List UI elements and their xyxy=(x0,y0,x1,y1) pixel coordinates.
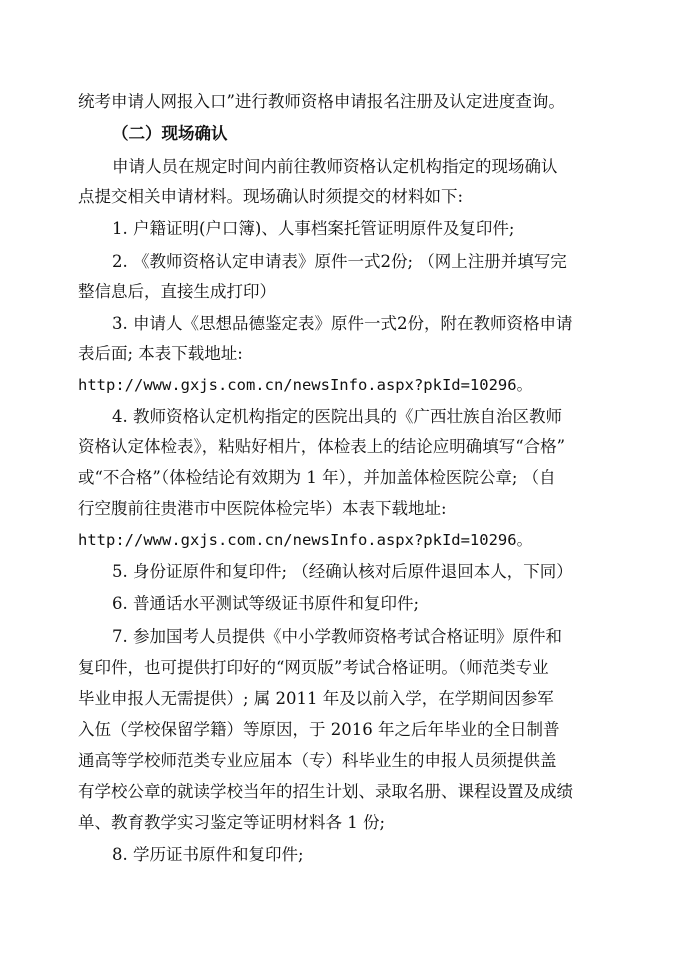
list-item-7-cont-2: 毕业申报人无需提供）; 属 2011 年及以前入学，在学期间因参军 xyxy=(78,689,554,708)
download-url-2: http://www.gxjs.com.cn/newsInfo.aspx?pkId=10296。 xyxy=(78,531,533,549)
section-heading: （二）现场确认 xyxy=(112,124,228,143)
text-line-1: 统考申请人网报入口”进行教师资格申请报名注册及认定进度查询。 xyxy=(78,92,565,111)
list-item-5: 5. 身份证原件和复印件; （经确认核对后原件退回本人，下同） xyxy=(112,562,573,581)
list-item-6: 6. 普通话水平测试等级证书原件和复印件; xyxy=(112,594,420,613)
list-item-2: 2. 《教师资格认定申请表》原件一式2份; （网上注册并填写完 xyxy=(112,252,567,271)
text-line-4: 点提交相关申请材料。现场确认时须提交的材料如下: xyxy=(78,187,464,206)
list-item-2-cont: 整信息后，直接生成打印） xyxy=(78,282,276,301)
list-item-4-cont-2: 或“不合格”（体检结论有效期为 1 年），并加盖体检医院公章; （自 xyxy=(78,468,556,487)
list-item-1: 1. 户籍证明(户口簿)、人事档案托管证明原件及复印件; xyxy=(112,219,515,238)
list-item-7-cont-1: 复印件，也可提供打印好的“网页版”考试合格证明。（师范类专业 xyxy=(78,658,549,677)
list-item-7-cont-4: 通高等学校师范类专业应届本（专）科毕业生的申报人员须提供盖 xyxy=(78,751,557,770)
list-item-4-cont-3: 行空腹前往贵港市中医院体检完毕）本表下载地址: xyxy=(78,499,447,518)
list-item-4-cont-1: 资格认定体检表》，粘贴好相片，体检表上的结论应明确填写“合格” xyxy=(78,437,566,456)
text-line-3: 申请人员在规定时间内前往教师资格认定机构指定的现场确认 xyxy=(112,157,558,176)
list-item-8: 8. 学历证书原件和复印件; xyxy=(112,845,304,864)
list-item-7-cont-5: 有学校公章的就读学校当年的招生计划、录取名册、课程设置及成绩 xyxy=(78,782,573,801)
list-item-3: 3. 申请人《思想品德鉴定表》原件一式2份，附在教师资格申请 xyxy=(112,314,573,333)
list-item-7-cont-6: 单、教育教学实习鉴定等证明材料各 1 份; xyxy=(78,813,386,832)
download-url-1: http://www.gxjs.com.cn/newsInfo.aspx?pkId=10296。 xyxy=(78,376,533,394)
list-item-7-cont-3: 入伍（学校保留学籍）等原因，于 2016 年之后年毕业的全日制普 xyxy=(78,720,560,739)
list-item-7: 7. 参加国考人员提供《中小学教师资格考试合格证明》原件和 xyxy=(112,627,562,646)
list-item-3-cont: 表后面; 本表下载地址: xyxy=(78,344,243,363)
list-item-4: 4. 教师资格认定机构指定的医院出具的《广西壮族自治区教师 xyxy=(112,407,562,426)
